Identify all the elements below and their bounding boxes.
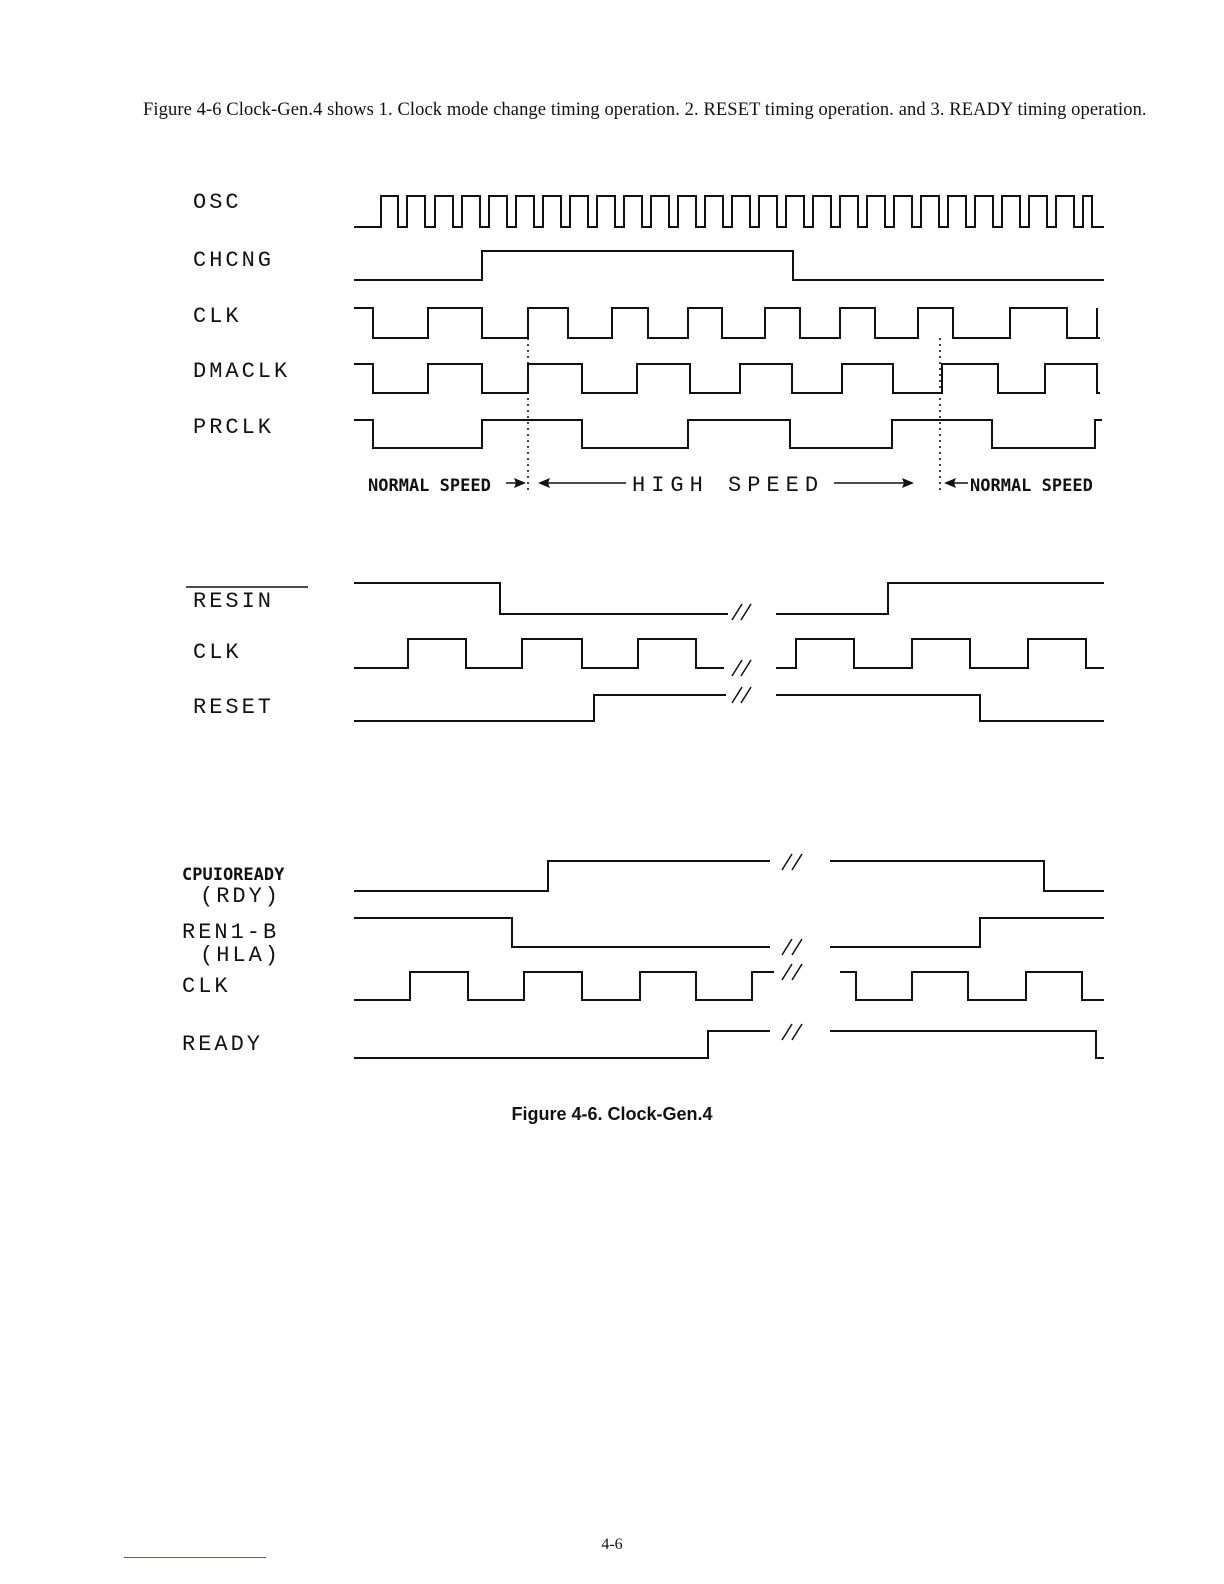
signal-label-osc: OSC	[193, 190, 242, 215]
waveform-resin	[354, 583, 1104, 614]
signal-label-cpuioready: CPUIOREADY	[182, 865, 285, 885]
waveform-chcng	[354, 251, 1104, 280]
waveform-clk-mode	[354, 308, 1100, 338]
break-marks-reset	[732, 604, 751, 703]
waveform-ren1-b	[354, 918, 1104, 947]
signal-label-clk-1: CLK	[193, 304, 242, 329]
section-reset-timing	[186, 583, 1104, 721]
signal-label-dmaclk: DMACLK	[193, 359, 291, 384]
signal-label-ready: READY	[182, 1032, 264, 1057]
waveform-dmaclk	[354, 364, 1100, 393]
footnote-rule	[124, 1557, 266, 1558]
intro-paragraph: Figure 4-6 Clock-Gen.4 shows 1. Clock mode change timing operation. 2. RESET timing operation. and 3. READY timing operation.	[143, 100, 1147, 120]
signal-label-clk-3: CLK	[182, 974, 231, 999]
waveform-osc	[354, 196, 1104, 227]
waveform-reset	[354, 695, 1104, 721]
figure-caption: Figure 4-6. Clock-Gen.4	[511, 1104, 713, 1124]
signal-label-chcng: CHCNG	[193, 248, 275, 273]
signal-label-prclk: PRCLK	[193, 415, 275, 440]
signal-label-reset: RESET	[193, 695, 275, 720]
waveform-clk-reset	[354, 639, 1104, 668]
note-high-speed: HIGH SPEED	[632, 473, 825, 498]
signal-label-clk-2: CLK	[193, 640, 242, 665]
note-normal-speed-right: NORMAL SPEED	[970, 476, 1093, 496]
waveform-prclk	[354, 420, 1102, 448]
signal-sublabel-rdy: (RDY)	[200, 884, 282, 909]
break-marks-ready	[782, 854, 802, 1040]
waveform-ready	[354, 1031, 1104, 1058]
waveform-cpuioready	[354, 861, 1104, 891]
signal-sublabel-hla: (HLA)	[200, 943, 282, 968]
note-normal-speed-left: NORMAL SPEED	[368, 476, 491, 496]
page-number: 4-6	[601, 1536, 623, 1553]
section-ready-timing	[182, 854, 1104, 1058]
signal-label-resin: RESIN	[193, 589, 275, 614]
signal-label-ren1-b: REN1-B	[182, 920, 280, 945]
section-clock-mode-change	[193, 190, 1104, 498]
waveform-clk-ready	[354, 972, 1104, 1000]
